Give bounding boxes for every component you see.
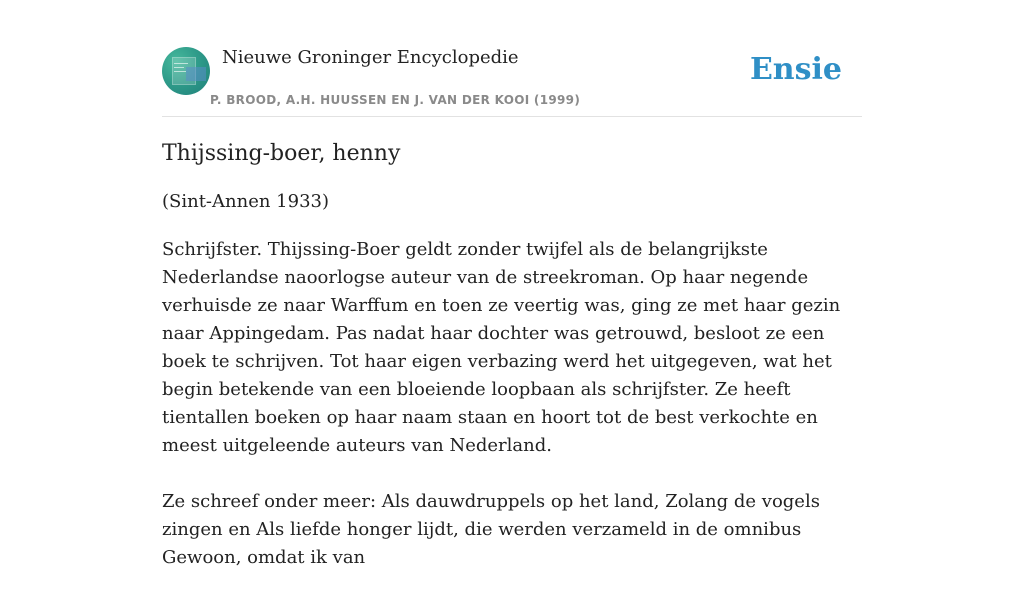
entry-title: Thijssing-boer, henny: [162, 141, 401, 166]
cover-panel-accent: [186, 67, 206, 81]
cover-line: [174, 71, 186, 72]
book-title[interactable]: Nieuwe Groninger Encyclopedie: [222, 47, 519, 68]
entry-paragraph: Schrijfster. Thijssing-Boer geldt zonder twijfel als de belangrijkste Nederlandse naoorlogse auteur van de streekroman. Op haar negende verhuisde ze naar Warffum en toen ze veertig was, ging ze met haar gezin naar Appingedam. Pas nadat haar dochter was getrouwd, besloot ze een boek te schrijven. Tot haar eigen verbazing werd het uitgegeven, wat het begin betekende van een bloeiende loopbaan als schrijfster. Ze heeft tientallen boeken op haar naam staan en hoort tot de best verkochte en meest uitgeleende auteurs van Nederland.: [162, 239, 841, 456]
entry-body: [162, 236, 862, 572]
book-authors: P. BROOD, A.H. HUUSSEN EN J. VAN DER KOOI (1999): [210, 93, 581, 107]
entry-paragraph: Ze schreef onder meer: Als dauwdruppels op het land, Zolang de vogels zingen en Als liefde honger lijdt, die werden verzameld in de omnibus Gewoon, omdat ik van: [162, 491, 820, 568]
header: [162, 46, 862, 117]
brand-logo[interactable]: Ensie: [749, 52, 842, 87]
entry-subtitle: (Sint-Annen 1933): [162, 191, 330, 212]
entry-content: [162, 138, 862, 600]
cover-line: [174, 63, 188, 64]
book-cover-icon[interactable]: [162, 47, 210, 95]
cover-line: [174, 67, 184, 68]
